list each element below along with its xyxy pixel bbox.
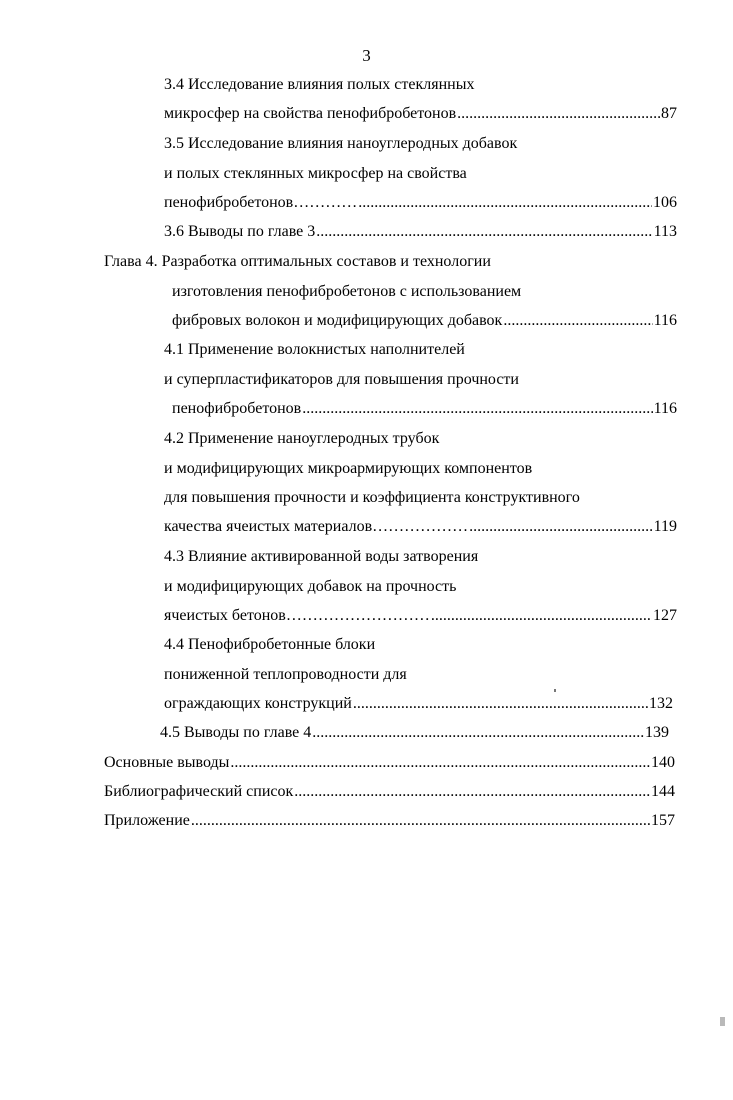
- dot-leader: [503, 310, 652, 332]
- toc-entry-text: качества ячеистых материалов………………: [164, 518, 469, 535]
- toc-entry-text: 4.1 Применение волокнистых наполнителей: [164, 341, 465, 358]
- dot-leader: [302, 398, 652, 420]
- toc-chapter-heading: [104, 251, 491, 273]
- toc-entry-text: и модифицирующих микроармирующих компонентов: [164, 460, 533, 477]
- toc-page-number: 116: [653, 312, 677, 329]
- toc-entry: [164, 576, 456, 598]
- toc-entry: [164, 664, 407, 686]
- toc-entry-text: для повышения прочности и коэффициента конструктивного: [164, 489, 580, 506]
- toc-entry-text: 3.4 Исследование влияния полых стеклянных: [164, 76, 475, 93]
- toc-page-number: 119: [653, 518, 677, 535]
- toc-entry-text: и полых стеклянных микросфер на свойства: [164, 165, 467, 182]
- toc-page-number: 106: [653, 194, 677, 211]
- page-number: 3: [362, 46, 371, 65]
- toc-page-number: 127: [653, 607, 677, 624]
- toc-page-number: 139: [645, 724, 669, 741]
- dot-leader: [312, 722, 644, 744]
- toc-entry: [164, 133, 517, 155]
- toc-page-number: 157: [651, 812, 675, 829]
- toc-page-number: 87: [661, 105, 677, 122]
- dot-leader: [191, 810, 650, 832]
- toc-entry-text: и модифицирующих добавок на прочность: [164, 578, 457, 595]
- toc-entry: [164, 458, 532, 480]
- toc-entry-text: фибровых волокон и модифицирующих добавок: [172, 312, 503, 329]
- toc-entry-text: и суперпластификаторов для повышения прочности: [164, 371, 519, 388]
- toc-entry: [164, 634, 375, 656]
- toc-page-number: 144: [651, 783, 675, 800]
- toc-entry-text: 3.6 Выводы по главе 3: [164, 223, 316, 240]
- dot-leader: [469, 516, 652, 538]
- toc-entry-text: пониженной теплопроводности для: [164, 666, 407, 683]
- toc-entry: [164, 546, 478, 568]
- toc-entry: [164, 428, 439, 450]
- toc-entry: [160, 722, 669, 744]
- toc-entry-text: пенофибробетонов…………: [164, 194, 358, 211]
- toc-entry-text: пенофибробетонов: [172, 400, 302, 417]
- dot-leader: [358, 192, 652, 214]
- toc-entry-text: ограждающих конструкций: [164, 695, 352, 712]
- toc-entry: [164, 693, 673, 715]
- toc-entry: [164, 487, 580, 509]
- toc-entry: [104, 752, 675, 774]
- toc-entry: [172, 281, 521, 303]
- scan-speck: [554, 689, 556, 692]
- toc-entry-text: ячеистых бетонов………………………: [164, 607, 430, 624]
- toc-page-number: 113: [653, 223, 677, 240]
- toc-entry: [164, 163, 467, 185]
- toc-entry: [164, 103, 677, 125]
- toc-entry-text: 4.2 Применение наноуглеродных трубок: [164, 430, 440, 447]
- toc-entry: [164, 74, 474, 96]
- toc-entry-text: Глава 4. Разработка оптимальных составов и технологии: [104, 253, 491, 270]
- toc-page-number: 140: [651, 754, 675, 771]
- toc-page-number: 116: [653, 400, 677, 417]
- toc-entry: [164, 192, 677, 214]
- toc-entry: [104, 810, 675, 832]
- toc-entry: [164, 221, 677, 243]
- toc-entry-text: Библиографический список: [104, 783, 294, 800]
- toc-entry: [164, 369, 519, 391]
- scan-edge-mark: [720, 1017, 725, 1026]
- toc-entry-text: 3.5 Исследование влияния наноуглеродных добавок: [164, 135, 518, 152]
- dot-leader: [353, 693, 648, 715]
- dot-leader: [316, 221, 652, 243]
- toc-entry: [172, 310, 677, 332]
- toc-entry-text: 4.4 Пенофибробетонные блоки: [164, 636, 376, 653]
- toc-entry-text: Приложение: [104, 812, 190, 829]
- toc-entry: [164, 339, 465, 361]
- dot-leader: [431, 605, 652, 627]
- toc-entry: [172, 398, 677, 420]
- dot-leader: [457, 103, 660, 125]
- toc-entry-text: изготовления пенофибробетонов с использованием: [172, 283, 522, 300]
- dot-leader: [230, 752, 650, 774]
- dot-leader: [294, 781, 650, 803]
- toc-entry-text: микросфер на свойства пенофибробетонов: [164, 105, 457, 122]
- toc-entry: [164, 516, 677, 538]
- toc-entry: [164, 605, 677, 627]
- toc-entry-text: Основные выводы: [104, 754, 230, 771]
- toc-entry-text: 4.3 Влияние активированной воды затворения: [164, 548, 479, 565]
- toc-entry: [104, 781, 675, 803]
- toc-entry-text: 4.5 Выводы по главе 4: [160, 724, 312, 741]
- toc-page-number: 132: [649, 695, 673, 712]
